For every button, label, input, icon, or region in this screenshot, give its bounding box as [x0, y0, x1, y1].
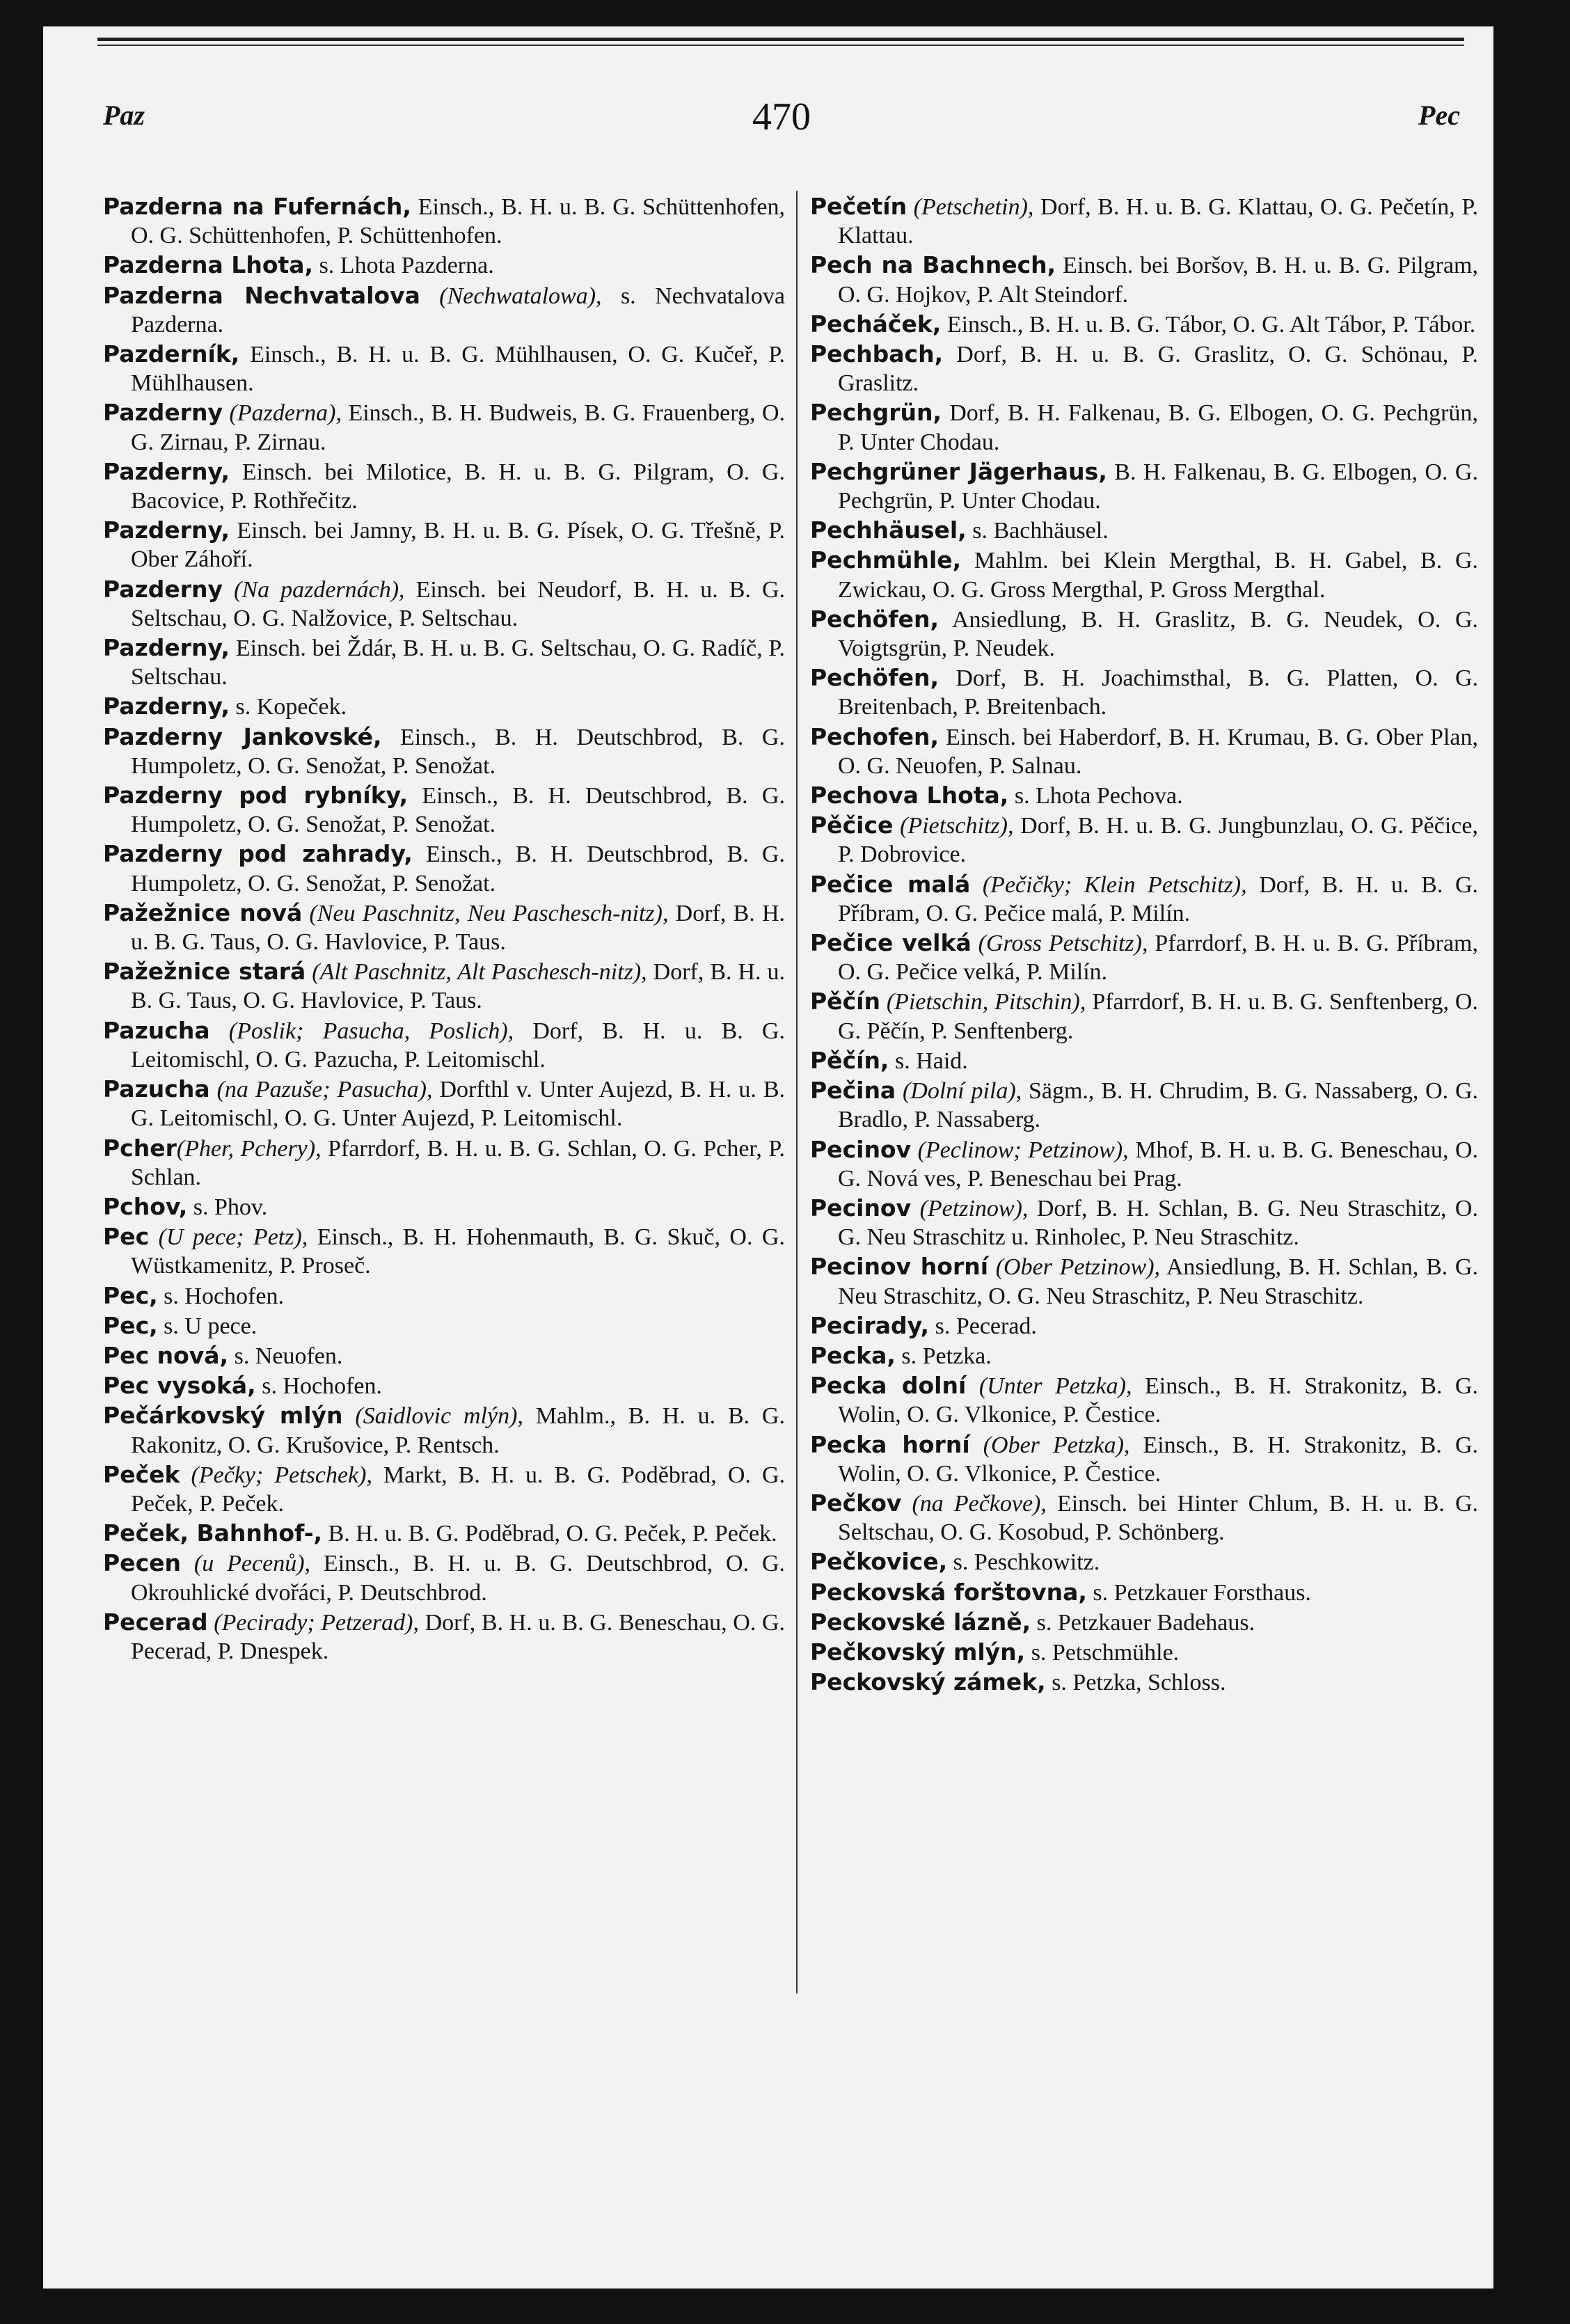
entry-keyword: Pečice velká [810, 929, 972, 957]
entry-description: Ansiedlung, B. H. Schlan, B. G. Neu Straschitz, O. G. Neu Straschitz, P. Neu Straschitz. [838, 1254, 1478, 1309]
gazetteer-entry [103, 1075, 785, 1132]
gazetteer-entry [810, 928, 1478, 986]
entry-keyword: Pecinov horní [810, 1253, 989, 1281]
gazetteer-entry [810, 1135, 1478, 1193]
entry-description: Einsch. bei Milotice, B. H. u. B. G. Pilgram, O. G. Bacovice, P. Rothřečitz. [131, 459, 785, 514]
gazetteer-entry [810, 546, 1478, 603]
entry-description: s. Hochofen. [255, 1373, 383, 1400]
entry-keyword: Peckovský zámek, [810, 1668, 1046, 1696]
entry-keyword: Pchov, [103, 1192, 188, 1220]
entry-description: s. Neuofen. [228, 1343, 343, 1369]
entry-alternate-names: (Pietschitz), [893, 813, 1014, 839]
top-rule [97, 38, 1464, 41]
entry-keyword: Pechöfen, [810, 664, 939, 692]
gazetteer-entry [103, 633, 785, 691]
entry-description: Einsch. bei Neudorf, B. H. u. B. G. Seltschau, O. G. Nalžovice, P. Seltschau. [131, 576, 786, 631]
gazetteer-entry [810, 1547, 1478, 1576]
header-right-keyword: Pec [1418, 100, 1460, 131]
entry-description: s. Petzka. [895, 1343, 992, 1369]
entry-description: Einsch., B. H. Strakonitz, B. G. Wolin, O. G. Vlkonice, P. Čestice. [838, 1432, 1478, 1487]
entry-description: Markt, B. H. u. B. G. Poděbrad, O. G. Peček, P. Peček. [131, 1462, 785, 1517]
entry-keyword: Pazderny pod zahrady, [103, 840, 413, 868]
entry-description: Sägm., B. H. Chrudim, B. G. Nassaberg, O. G. Bradlo, P. Nassaberg. [838, 1078, 1479, 1133]
gazetteer-entry [103, 781, 785, 839]
entry-description: Einsch., B. H. Strakonitz, B. G. Wolin, O. G. Vlkonice, P. Čestice. [838, 1373, 1478, 1428]
gazetteer-entry [103, 1311, 785, 1341]
entry-description: Einsch., B. H. u. B. G. Mühlhausen, O. G. Kučeř, P. Mühlhausen. [131, 342, 785, 397]
gazetteer-entry [810, 1046, 1478, 1075]
left-column [103, 192, 785, 1666]
gazetteer-entry [103, 957, 785, 1015]
entry-keyword: Pecka horní [810, 1430, 970, 1458]
entry-description: Ansiedlung, B. H. Graslitz, B. G. Neudek, O. G. Voigtsgrün, P. Neudek. [838, 606, 1478, 662]
gazetteer-entry [103, 340, 785, 397]
gazetteer-entry [810, 1194, 1478, 1251]
entry-alternate-names: (Pečky; Petschek), [180, 1462, 372, 1488]
entry-description: Einsch., B. H. Budweis, B. G. Frauenberg, O. G. Zirnau, P. Zirnau. [131, 400, 786, 455]
gazetteer-entry [810, 605, 1478, 663]
entry-keyword: Peckovská forštovna, [810, 1578, 1087, 1606]
gazetteer-entry [810, 1638, 1478, 1667]
entry-alternate-names: (Poslik; Pasucha, Poslich), [209, 1018, 514, 1044]
gazetteer-entry [103, 281, 785, 339]
entry-keyword: Pecen [103, 1549, 182, 1577]
gazetteer-entry [810, 457, 1478, 515]
entry-description: s. Lhota Pazderna. [313, 253, 494, 279]
entry-keyword: Pečina [810, 1077, 896, 1105]
entry-keyword: Pazderny [103, 575, 223, 603]
entry-description: Dorf, B. H. u. B. G. Taus, O. G. Havlovice, P. Taus. [131, 900, 786, 956]
entry-keyword: Pecka dolní [810, 1372, 967, 1400]
entry-keyword: Pěčín [810, 988, 880, 1015]
entry-alternate-names: (Pečičky; Klein Petschitz), [970, 871, 1247, 898]
entry-keyword: Pcher [103, 1134, 177, 1162]
gazetteer-entry [810, 310, 1478, 339]
gazetteer-entry [810, 340, 1478, 397]
right-column [810, 192, 1478, 1698]
entry-alternate-names: (na Pečkove), [901, 1490, 1047, 1517]
gazetteer-entry [103, 1549, 785, 1606]
entry-alternate-names: (Nechwatalowa), [420, 283, 602, 309]
gazetteer-entry [810, 987, 1478, 1045]
entry-description: s. Lhota Pechova. [1008, 783, 1183, 809]
gazetteer-entry [810, 1076, 1478, 1134]
entry-keyword: Pechöfen, [810, 605, 939, 633]
entry-alternate-names: (Pher, Pchery), [176, 1135, 322, 1162]
gazetteer-entry [103, 1519, 785, 1548]
gazetteer-entry [103, 398, 785, 456]
entry-keyword: Pečkov [810, 1489, 902, 1517]
entry-keyword: Peček [103, 1460, 180, 1488]
entry-description: Dorf, B. H. Schlan, B. G. Neu Straschitz, O. G. Neu Straschitz u. Rinholec, P. Neu Straschitz. [838, 1195, 1478, 1251]
entry-description: s. U pece. [157, 1313, 257, 1339]
entry-description: Einsch., B. H. Deutschbrod, B. G. Humpoletz, O. G. Senožat, P. Senožat. [131, 724, 785, 779]
gazetteer-entry [103, 899, 785, 956]
entry-keyword: Pazderna Lhota, [103, 251, 314, 279]
entry-keyword: Pechova Lhota, [810, 782, 1009, 809]
entry-description: Dorf, B. H. u. B. G. Jungbunzlau, O. G. Pěčice, P. Dobrovice. [838, 813, 1478, 868]
entry-keyword: Pechmühle, [810, 546, 962, 574]
entry-keyword: Pazderna na Fufernách, [103, 193, 411, 220]
entry-description: s. Peschkowitz. [947, 1549, 1100, 1576]
entry-description: s. Phov. [187, 1194, 268, 1220]
page-number: 470 [752, 95, 811, 139]
gazetteer-entry [810, 1578, 1478, 1607]
entry-keyword: Pečkovský mlýn, [810, 1638, 1026, 1666]
entry-alternate-names: (Gross Petschitz), [971, 931, 1148, 957]
entry-description: Pfarrdorf, B. H. u. B. G. Senftenberg, O. G. Pěčín, P. Senftenberg. [838, 989, 1478, 1044]
gazetteer-entry [103, 1460, 785, 1518]
entry-keyword: Pazderna Nechvatalova [103, 281, 420, 309]
entry-keyword: Pechgrüner Jägerhaus, [810, 457, 1107, 485]
entry-description: Einsch. bei Hinter Chlum, B. H. u. B. G. Seltschau, O. G. Kosobud, P. Schönberg. [838, 1490, 1478, 1546]
gazetteer-entry [103, 516, 785, 574]
entry-alternate-names: (Na pazdernách), [223, 576, 405, 603]
gazetteer-entry [103, 1222, 785, 1280]
entry-description: s. Petzka, Schloss. [1045, 1670, 1226, 1696]
gazetteer-entry [810, 398, 1478, 456]
entry-alternate-names: (Petschetin), [907, 194, 1034, 220]
gazetteer-entry [810, 870, 1478, 928]
entry-description: Einsch., B. H. u. B. G. Schüttenhofen, O. G. Schüttenhofen, P. Schüttenhofen. [131, 194, 785, 249]
entry-alternate-names: (Pecirady; Petzerad), [207, 1609, 419, 1636]
entry-description: Dorf, B. H. Joachimsthal, B. G. Platten, O. G. Breitenbach, P. Breitenbach. [838, 665, 1478, 720]
entry-keyword: Pazderny, [103, 634, 230, 662]
entry-description: Mahlm., B. H. u. B. G. Rakonitz, O. G. Krušovice, P. Rentsch. [131, 1403, 785, 1458]
entry-description: s. Petschmühle. [1025, 1639, 1180, 1666]
entry-description: s. Bachhäusel. [966, 518, 1109, 544]
gazetteer-entry [810, 251, 1478, 308]
entry-keyword: Pec nová, [103, 1341, 229, 1369]
entry-description: Dorf, B. H. u. B. G. Graslitz, O. G. Schönau, P. Graslitz. [838, 342, 1478, 397]
entry-description: B. H. Falkenau, B. G. Elbogen, O. G. Pechgrün, P. Unter Chodau. [838, 459, 1478, 514]
gazetteer-entry [103, 1281, 785, 1311]
entry-keyword: Pažežnice nová [103, 899, 303, 926]
gazetteer-entry [810, 516, 1478, 545]
entry-keyword: Pečice malá [810, 870, 971, 898]
entry-keyword: Pechbach, [810, 340, 944, 368]
entry-alternate-names: (Peclinow; Petzinow), [911, 1137, 1129, 1163]
entry-keyword: Pečárkovský mlýn [103, 1402, 343, 1430]
entry-description: Mhof, B. H. u. B. G. Beneschau, O. G. Nová ves, P. Beneschau bei Prag. [838, 1137, 1478, 1192]
entry-description: s. Haid. [889, 1048, 968, 1074]
entry-keyword: Pecháček, [810, 310, 942, 338]
entry-description: Pfarrdorf, B. H. u. B. G. Příbram, O. G. Pečice velká, P. Milín. [838, 931, 1478, 986]
gazetteer-entry [810, 1668, 1478, 1697]
entry-description: s. Hochofen. [157, 1283, 284, 1309]
gazetteer-entry [810, 1311, 1478, 1341]
entry-alternate-names: (Unter Petzka), [966, 1373, 1132, 1400]
entry-alternate-names: (na Pazuše; Pasucha), [209, 1077, 433, 1103]
entry-description: s. Petzkauer Forsthaus. [1086, 1579, 1311, 1606]
entry-description: Dorf, B. H. u. B. G. Beneschau, O. G. Pecerad, P. Dnespek. [131, 1609, 786, 1664]
entry-keyword: Pec, [103, 1311, 158, 1339]
entry-description: Einsch., B. H. u. B. G. Deutschbrod, O. G. Okrouhlické dvořáci, P. Deutschbrod. [131, 1551, 786, 1606]
entry-keyword: Pěčice [810, 812, 894, 839]
gazetteer-entry [103, 839, 785, 897]
entry-keyword: Pazucha [103, 1016, 210, 1044]
entry-keyword: Peček, Bahnhof-, [103, 1519, 323, 1547]
header-left-keyword: Paz [103, 100, 145, 131]
entry-description: s. Petzkauer Badehaus. [1031, 1609, 1255, 1636]
entry-description: Einsch., B. H. u. B. G. Tábor, O. G. Alt Tábor, P. Tábor. [941, 311, 1476, 338]
entry-keyword: Pazderny, [103, 693, 230, 720]
entry-keyword: Pečkovice, [810, 1548, 948, 1576]
entry-alternate-names: (Alt Paschnitz, Alt Paschesch-nitz), [306, 959, 647, 986]
entry-alternate-names: (Pietschin, Pitschin), [880, 989, 1086, 1015]
gazetteer-entry [810, 1371, 1478, 1429]
entry-keyword: Pecinov [810, 1135, 912, 1163]
gazetteer-entry [810, 192, 1478, 250]
entry-alternate-names: (Neu Paschnitz, Neu Paschesch-nitz), [302, 900, 669, 926]
running-header [103, 95, 1460, 155]
entry-alternate-names: (Pazderna), [223, 400, 342, 427]
gazetteer-entry [810, 1430, 1478, 1488]
entry-keyword: Pec vysoká, [103, 1372, 256, 1400]
entry-keyword: Pazderny, [103, 457, 230, 485]
entry-keyword: Pec, [103, 1281, 158, 1309]
entry-description: Einsch. bei Ždár, B. H. u. B. G. Seltschau, O. G. Radíč, P. Seltschau. [131, 635, 785, 690]
entry-keyword: Pecinov [810, 1194, 912, 1222]
gazetteer-entry [103, 575, 785, 633]
entry-description: Pfarrdorf, B. H. u. B. G. Schlan, O. G. Pcher, P. Schlan. [131, 1135, 785, 1190]
entry-keyword: Pazderny [103, 399, 223, 427]
top-rule-thin [97, 45, 1464, 46]
entry-description: Einsch., B. H. Deutschbrod, B. G. Humpoletz, O. G. Senožat, P. Senožat. [131, 841, 785, 896]
gazetteer-entry [103, 1134, 785, 1192]
gazetteer-entry [103, 192, 785, 250]
gazetteer-entry [810, 811, 1478, 869]
gazetteer-entry [810, 781, 1478, 810]
gazetteer-entry [103, 1371, 785, 1400]
gazetteer-entry [103, 1341, 785, 1370]
page [43, 26, 1493, 2289]
gazetteer-entry [103, 1401, 785, 1459]
gazetteer-entry [103, 692, 785, 721]
entry-keyword: Pazderny, [103, 516, 230, 544]
entry-description: B. H. u. B. G. Poděbrad, O. G. Peček, P. Peček. [322, 1521, 777, 1547]
column-divider [796, 191, 798, 1993]
entry-keyword: Pecerad [103, 1608, 208, 1636]
entry-keyword: Pažežnice stará [103, 958, 306, 986]
gazetteer-entry [103, 251, 785, 280]
gazetteer-entry [103, 457, 785, 515]
entry-keyword: Pazderník, [103, 340, 240, 368]
entry-description: Einsch. bei Jamny, B. H. u. B. G. Písek, O. G. Třešně, P. Ober Záhoří. [131, 518, 785, 573]
entry-alternate-names: (Ober Petzka), [969, 1432, 1130, 1458]
entry-keyword: Pechhäusel, [810, 516, 967, 544]
entry-keyword: Pechofen, [810, 722, 939, 750]
entry-alternate-names: (Ober Petzinow), [988, 1254, 1161, 1281]
gazetteer-entry [810, 1489, 1478, 1547]
entry-description: Einsch., B. H. Deutschbrod, B. G. Humpoletz, O. G. Senožat, P. Senožat. [131, 783, 785, 838]
entry-description: s. Kopeček. [230, 694, 347, 720]
entry-keyword: Pechgrün, [810, 399, 942, 427]
entry-keyword: Pecka, [810, 1341, 896, 1369]
gazetteer-entry [103, 1608, 785, 1666]
entry-keyword: Pazderny pod rybníky, [103, 782, 409, 809]
entry-description: Dorfthl v. Unter Aujezd, B. H. u. B. G. Leitomischl, O. G. Unter Aujezd, P. Leitomischl. [131, 1077, 785, 1132]
gazetteer-entry [810, 663, 1478, 721]
gazetteer-entry [103, 1016, 785, 1074]
entry-keyword: Peckovské lázně, [810, 1608, 1031, 1636]
entry-alternate-names: (U pece; Petz), [149, 1224, 308, 1251]
entry-keyword: Pazderny Jankovské, [103, 722, 382, 750]
entry-description: Dorf, B. H. u. B. G. Leitomischl, O. G. Pazucha, P. Leitomischl. [131, 1018, 785, 1073]
gazetteer-entry [810, 1341, 1478, 1370]
entry-alternate-names: (u Pecenů), [181, 1551, 311, 1577]
entry-description: s. Nechvatalova Pazderna. [131, 283, 785, 338]
gazetteer-entry [810, 1608, 1478, 1637]
gazetteer-entry [103, 1192, 785, 1222]
entry-description: Einsch., B. H. Hohenmauth, B. G. Skuč, O. G. Wüstkamenitz, P. Proseč. [131, 1224, 785, 1279]
entry-description: Dorf, B. H. u. B. G. Klattau, O. G. Pečetín, P. Klattau. [838, 194, 1478, 249]
entry-keyword: Pazucha [103, 1075, 210, 1103]
entry-keyword: Pečetín [810, 193, 907, 220]
gazetteer-entry [103, 722, 785, 780]
entry-keyword: Pech na Bachnech, [810, 251, 1056, 279]
entry-description: s. Pecerad. [929, 1313, 1037, 1339]
gazetteer-entry [810, 722, 1478, 780]
entry-description: Einsch. bei Boršov, B. H. u. B. G. Pilgram, O. G. Hojkov, P. Alt Steindorf. [838, 253, 1478, 308]
entry-description: Einsch. bei Haberdorf, B. H. Krumau, B. G. Ober Plan, O. G. Neuofen, P. Salnau. [838, 724, 1478, 779]
entry-description: Dorf, B. H. u. B. G. Taus, O. G. Havlovice, P. Taus. [131, 959, 785, 1014]
entry-alternate-names: (Petzinow), [911, 1195, 1029, 1222]
entry-alternate-names: (Dolní pila), [896, 1078, 1022, 1105]
gazetteer-entry [810, 1252, 1478, 1310]
entry-keyword: Pecirady, [810, 1311, 930, 1339]
entry-keyword: Pěčín, [810, 1046, 889, 1074]
entry-keyword: Pec [103, 1223, 150, 1251]
entry-description: Dorf, B. H. u. B. G. Příbram, O. G. Pečice malá, P. Milín. [838, 871, 1478, 926]
entry-description: Dorf, B. H. Falkenau, B. G. Elbogen, O. G. Pechgrün, P. Unter Chodau. [838, 400, 1478, 455]
entry-alternate-names: (Saidlovic mlýn), [342, 1403, 523, 1430]
entry-description: Mahlm. bei Klein Mergthal, B. H. Gabel, B. G. Zwickau, O. G. Gross Mergthal, P. Gross Mergthal. [838, 548, 1478, 603]
